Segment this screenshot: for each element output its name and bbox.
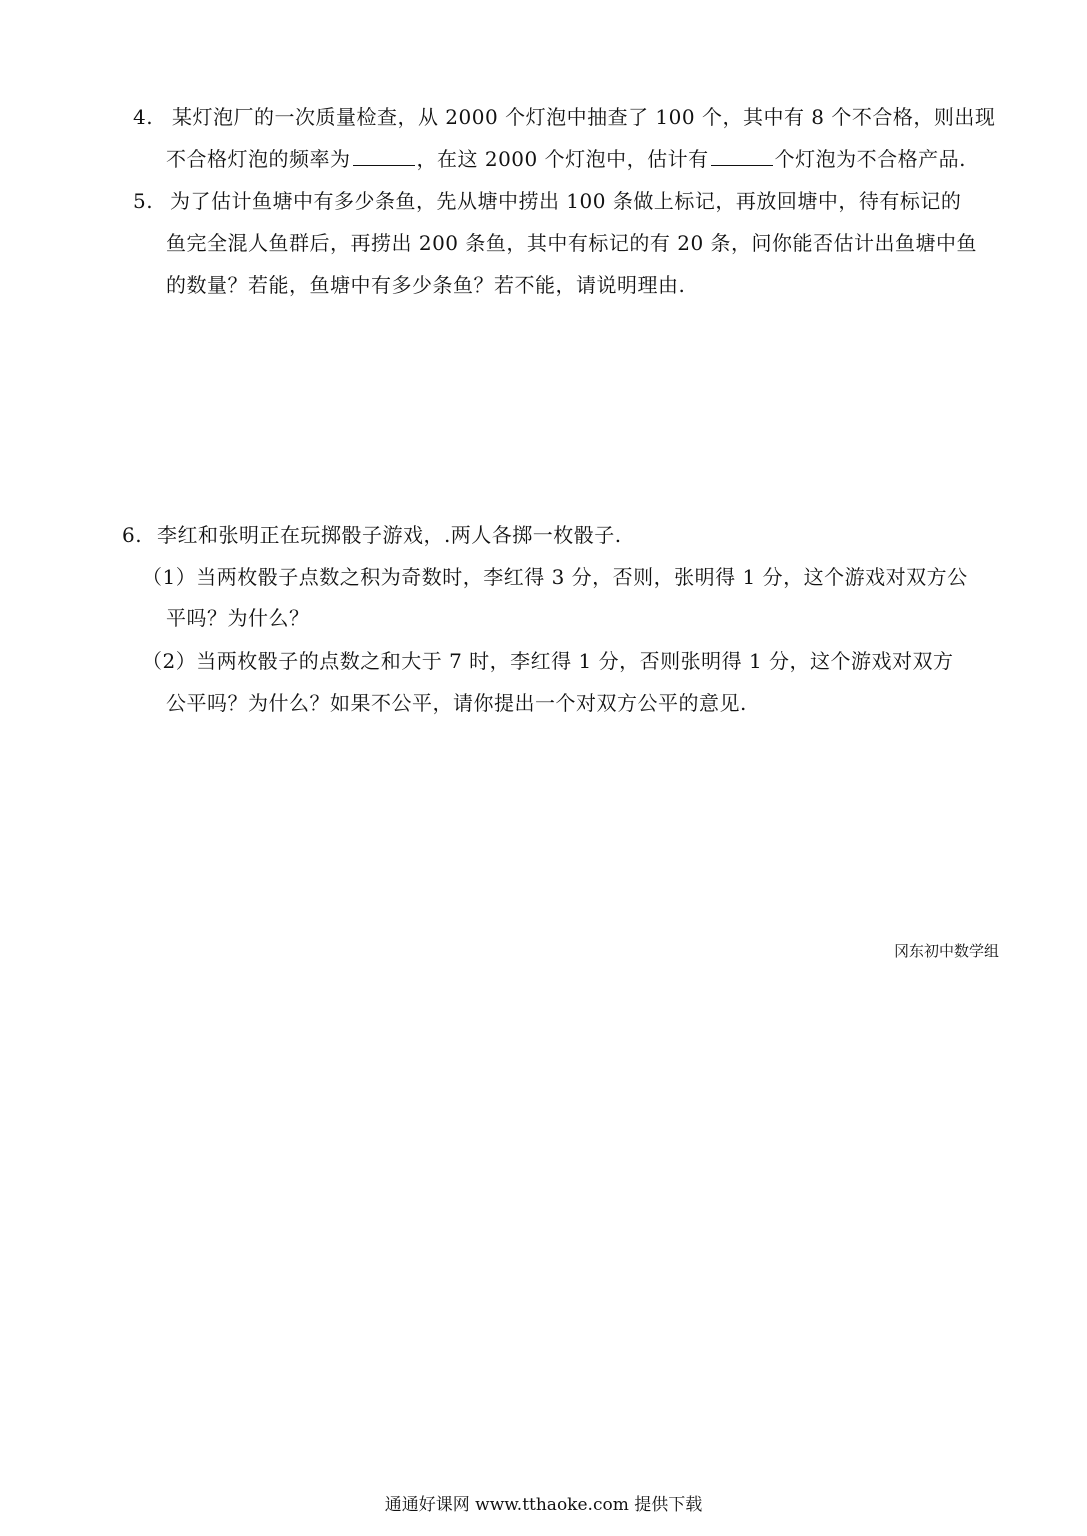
page-footer: 通通好课网 www.tthaoke.com 提供下载 [384, 1495, 703, 1515]
question-6-part-1-label: （1） [142, 565, 197, 589]
question-5-number: 5. [133, 189, 154, 213]
question-5-text-3: 的数量？若能，鱼塘中有多少条鱼？若不能，请说明理由. [166, 273, 686, 297]
question-6-number: 6. [122, 523, 143, 547]
question-6-part-1-line-1 [142, 563, 968, 591]
question-4-text-1: 某灯泡厂的一次质量检查，从 2000 个灯泡中抽查了 100 个，其中有 8 个不合格，则出现 [171, 105, 996, 129]
question-4-text-2b: ，在这 2000 个灯泡中，估计有 [416, 147, 709, 171]
question-5-line-3 [166, 271, 685, 299]
question-5-line-2 [166, 229, 977, 257]
question-4-number: 4. [133, 105, 154, 129]
question-6-part-1-text-2: 平吗？为什么？ [166, 606, 310, 630]
organization-label: 冈东初中数学组 [893, 942, 999, 960]
question-6-part-1-text-1: 当两枚骰子点数之积为奇数时，李红得 3 分，否则，张明得 1 分，这个游戏对双方公 [196, 565, 968, 589]
question-6-part-2-line-2 [166, 689, 747, 717]
answer-blank-count[interactable] [711, 147, 773, 166]
question-6-part-2-line-1 [142, 647, 954, 675]
question-4-text-2a: 不合格灯泡的频率为 [166, 147, 351, 171]
answer-blank-frequency[interactable] [353, 147, 415, 166]
question-5-line-1 [133, 187, 961, 215]
question-5-text-1: 为了估计鱼塘中有多少条鱼，先从塘中捞出 100 条做上标记，再放回塘中，待有标记的 [169, 189, 962, 213]
question-4-line-2 [166, 145, 966, 173]
question-6-part-2-text-2: 公平吗？为什么？如果不公平，请你提出一个对双方公平的意见. [166, 691, 747, 715]
question-6-intro-line [122, 521, 622, 549]
question-4-text-2c: 个灯泡为不合格产品. [774, 147, 966, 171]
question-6-part-1-line-2 [166, 604, 310, 632]
question-6-part-2-label: （2） [142, 649, 197, 673]
question-5-text-2: 鱼完全混人鱼群后，再捞出 200 条鱼，其中有标记的有 20 条，问你能否估计出鱼塘中鱼 [166, 231, 978, 255]
question-4-line-1 [133, 103, 995, 131]
question-6-intro: 李红和张明正在玩掷骰子游戏，.两人各掷一枚骰子. [156, 523, 622, 547]
question-6-part-2-text-1: 当两枚骰子的点数之和大于 7 时，李红得 1 分，否则张明得 1 分，这个游戏对双方 [196, 649, 954, 673]
